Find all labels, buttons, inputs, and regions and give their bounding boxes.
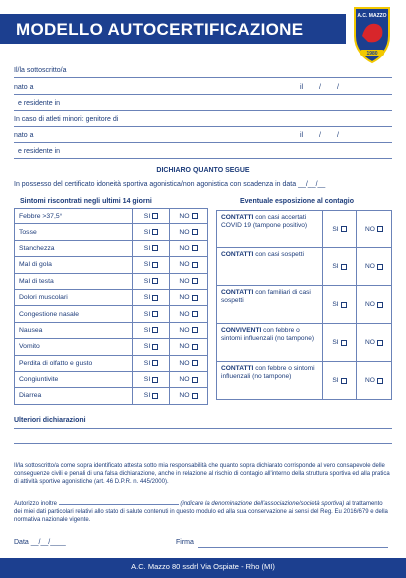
footer-address: A.C. Mazzo 80 ssdrl Via Ospiate - Rho (MI) xyxy=(131,562,275,571)
contact-detail: con febbre o sintomi influenzali (no tampone) xyxy=(221,327,315,342)
contact-type: CONTATTI xyxy=(221,289,254,296)
symptom-name: Febbre >37,5° xyxy=(15,209,133,223)
page-title: MODELLO AUTOCERTIFICAZIONE xyxy=(16,20,304,39)
no-checkbox[interactable] xyxy=(192,229,198,235)
signature-label: Firma xyxy=(176,539,194,546)
yes-checkbox[interactable] xyxy=(152,262,158,268)
symptom-no-option[interactable] xyxy=(170,306,207,321)
no-checkbox[interactable] xyxy=(377,226,383,232)
symptom-row xyxy=(14,323,208,339)
yes-checkbox[interactable] xyxy=(341,340,347,346)
yes-label: SI xyxy=(143,294,151,302)
further-declarations-label: Ulteriori dichiarazioni xyxy=(14,417,86,424)
yes-checkbox[interactable] xyxy=(152,229,158,235)
symptom-row xyxy=(14,208,208,224)
symptom-yes-option[interactable] xyxy=(133,241,170,256)
symptom-row xyxy=(14,339,208,355)
symptom-yes-option[interactable] xyxy=(133,323,170,338)
symptom-name: Nausea xyxy=(15,323,133,338)
symptom-name: Stanchezza xyxy=(15,241,133,256)
yes-label: SI xyxy=(332,225,339,233)
yes-label: SI xyxy=(332,263,339,270)
yes-checkbox[interactable] xyxy=(341,302,347,308)
yes-label: SI xyxy=(143,261,151,269)
contact-row xyxy=(216,286,392,324)
symptom-name: Vomito xyxy=(15,339,133,354)
symptom-yes-option[interactable] xyxy=(133,356,170,371)
symptom-row xyxy=(14,356,208,372)
yes-label: SI xyxy=(332,339,339,346)
contacts-table xyxy=(216,210,392,400)
symptom-no-option[interactable] xyxy=(170,274,207,289)
symptom-yes-option[interactable] xyxy=(133,257,170,272)
symptom-yes-option[interactable] xyxy=(133,209,170,223)
symptom-yes-option[interactable] xyxy=(133,372,170,387)
yes-label: SI xyxy=(143,228,151,236)
birthdate2-label: il / / xyxy=(300,132,339,139)
privacy-consent xyxy=(14,500,392,524)
contact-no-option[interactable] xyxy=(357,286,391,323)
symptom-name: Congiuntivite xyxy=(15,372,133,387)
legal-statement: Il/la sottoscritto/a come sopra identificato attesta sotto mia responsabilità che quanto sopra dichiarato corrisponde al vero consapevole delle conseguenze civili e penali di una falsa dichiarazione, anche in relazione al rischio di contagio all'interno della struttura sportiva ed alla pratica di attività sportive agonistiche (art. 46 D.P.R. n. 445/2000). xyxy=(14,463,390,485)
yes-label: SI xyxy=(332,301,339,308)
birthdate-label: il / / xyxy=(300,84,339,91)
yes-label: SI xyxy=(143,310,151,318)
further-line-2[interactable] xyxy=(14,443,392,444)
symptom-row xyxy=(14,257,208,273)
contact-detail: con familiari di casi sospetti xyxy=(221,289,311,304)
yes-checkbox[interactable] xyxy=(152,278,158,284)
no-label: NO xyxy=(179,277,190,285)
symptom-name: Diarrea xyxy=(15,388,133,403)
birthplace-label: nato a xyxy=(14,84,34,91)
symptom-row xyxy=(14,274,208,290)
contact-row xyxy=(216,362,392,400)
residence2-label: e residente in xyxy=(18,148,61,155)
yes-checkbox[interactable] xyxy=(152,295,158,301)
symptom-row xyxy=(14,306,208,322)
residence-field[interactable] xyxy=(14,99,392,111)
contact-yes-option[interactable] xyxy=(323,362,357,399)
symptom-yes-option[interactable] xyxy=(133,290,170,305)
no-label: NO xyxy=(179,359,190,367)
symptom-yes-option[interactable] xyxy=(133,388,170,403)
symptom-no-option[interactable] xyxy=(170,257,207,272)
contact-type: CONTATTI xyxy=(221,251,254,258)
contact-detail: con febbre o sintomi influenzali (no tampone) xyxy=(221,365,315,380)
symptom-no-option[interactable] xyxy=(170,356,207,371)
no-label: NO xyxy=(179,261,190,269)
yes-checkbox[interactable] xyxy=(152,311,158,317)
birthplace2-label: nato a xyxy=(14,132,34,139)
contact-detail: con casi accertati COVID 19 (tampone positivo) xyxy=(221,214,308,229)
yes-checkbox[interactable] xyxy=(152,344,158,350)
contact-description xyxy=(217,324,323,361)
contact-description xyxy=(217,248,323,285)
no-checkbox[interactable] xyxy=(377,340,383,346)
privacy-consent-start: Autorizzo inoltre xyxy=(14,501,58,507)
no-checkbox[interactable] xyxy=(192,278,198,284)
no-label: NO xyxy=(365,377,375,384)
signer-label: Il/la sottoscritto/a xyxy=(14,67,67,74)
symptom-row xyxy=(14,372,208,388)
symptom-row xyxy=(14,241,208,257)
contact-no-option[interactable] xyxy=(357,324,391,361)
yes-label: SI xyxy=(143,326,151,334)
yes-checkbox[interactable] xyxy=(152,377,158,383)
no-checkbox[interactable] xyxy=(192,311,198,317)
yes-checkbox[interactable] xyxy=(152,327,158,333)
symptom-no-option[interactable] xyxy=(170,323,207,338)
no-label: NO xyxy=(179,376,190,384)
symptom-name: Congestione nasale xyxy=(15,306,133,321)
yes-checkbox[interactable] xyxy=(152,360,158,366)
no-label: NO xyxy=(365,301,375,308)
contact-description xyxy=(217,362,323,399)
contact-yes-option[interactable] xyxy=(323,324,357,361)
no-label: NO xyxy=(179,212,190,220)
symptom-yes-option[interactable] xyxy=(133,274,170,289)
no-checkbox[interactable] xyxy=(192,393,198,399)
yes-checkbox[interactable] xyxy=(152,213,158,219)
contact-description xyxy=(217,211,323,247)
symptom-row xyxy=(14,388,208,404)
contact-yes-option[interactable] xyxy=(323,248,357,285)
symptom-no-option[interactable] xyxy=(170,209,207,223)
contact-row xyxy=(216,210,392,248)
symptom-name: Perdita di olfatto e gusto xyxy=(15,356,133,371)
contact-yes-option[interactable] xyxy=(323,286,357,323)
no-checkbox[interactable] xyxy=(192,327,198,333)
no-label: NO xyxy=(179,294,190,302)
no-checkbox[interactable] xyxy=(192,360,198,366)
association-field[interactable] xyxy=(59,504,179,505)
logo-name: A.C. MAZZO xyxy=(357,13,387,19)
privacy-consent-hint: (indicare la denominazione dell'associazione/società sportiva) xyxy=(180,501,345,507)
no-checkbox[interactable] xyxy=(192,262,198,268)
no-label: NO xyxy=(179,326,190,334)
yes-checkbox[interactable] xyxy=(152,393,158,399)
yes-label: SI xyxy=(143,343,151,351)
symptoms-table xyxy=(14,208,208,405)
yes-label: SI xyxy=(143,392,151,400)
residence2-field[interactable] xyxy=(14,147,392,159)
contact-no-option[interactable] xyxy=(357,248,391,285)
symptom-no-option[interactable] xyxy=(170,290,207,305)
no-checkbox[interactable] xyxy=(377,302,383,308)
symptom-row xyxy=(14,290,208,306)
symptom-yes-option[interactable] xyxy=(133,339,170,354)
symptom-yes-option[interactable] xyxy=(133,224,170,239)
yes-label: SI xyxy=(143,212,151,220)
yes-checkbox[interactable] xyxy=(341,226,347,232)
yes-label: SI xyxy=(143,376,151,384)
contact-yes-option[interactable] xyxy=(323,211,357,247)
yes-label: SI xyxy=(143,244,151,252)
symptom-no-option[interactable] xyxy=(170,388,207,403)
contact-type: CONTATTI xyxy=(221,214,254,221)
no-label: NO xyxy=(179,343,190,351)
symptom-name: Dolori muscolari xyxy=(15,290,133,305)
club-logo xyxy=(352,6,392,64)
symptom-no-option[interactable] xyxy=(170,241,207,256)
no-checkbox[interactable] xyxy=(192,245,198,251)
no-checkbox[interactable] xyxy=(192,344,198,350)
no-label: NO xyxy=(179,310,190,318)
contacts-title: Eventuale esposizione al contagio xyxy=(240,198,354,205)
symptom-name: Mal di testa xyxy=(15,274,133,289)
symptom-no-option[interactable] xyxy=(170,339,207,354)
further-line-1[interactable] xyxy=(14,428,392,429)
no-label: NO xyxy=(179,244,190,252)
birthplace-field[interactable] xyxy=(14,83,392,95)
declaration-title: DICHIARO QUANTO SEGUE xyxy=(156,167,250,174)
yes-checkbox[interactable] xyxy=(341,264,347,270)
yes-label: SI xyxy=(143,277,151,285)
symptom-no-option[interactable] xyxy=(170,372,207,387)
parent-label: In caso di atleti minori: genitore di xyxy=(14,116,119,123)
birthplace2-field[interactable] xyxy=(14,131,392,143)
yes-checkbox[interactable] xyxy=(341,378,347,384)
symptom-name: Tosse xyxy=(15,224,133,239)
contact-row xyxy=(216,248,392,286)
no-label: NO xyxy=(365,263,375,270)
contact-type: CONVIVENTI xyxy=(221,327,262,334)
logo-year: 1980 xyxy=(366,51,378,57)
no-checkbox[interactable] xyxy=(192,295,198,301)
signature-line[interactable] xyxy=(198,547,388,548)
yes-label: SI xyxy=(143,359,151,367)
residence-label: e residente in xyxy=(18,100,61,107)
yes-label: SI xyxy=(332,377,339,384)
no-checkbox[interactable] xyxy=(377,378,383,384)
no-checkbox[interactable] xyxy=(192,377,198,383)
no-label: NO xyxy=(365,225,375,233)
privacy-consent-end: al trattamento dei miei dati particolari relativi allo stato di salute contenuti in questo modulo ed alla sua conservazione ai sensi del Reg. Eu 2016/679 e della normativa nazionale vigente. xyxy=(14,501,388,523)
contact-type: CONTATTI xyxy=(221,365,254,372)
symptom-name: Mal di gola xyxy=(15,257,133,272)
yes-checkbox[interactable] xyxy=(152,245,158,251)
no-label: NO xyxy=(365,339,375,346)
no-checkbox[interactable] xyxy=(192,213,198,219)
certificate-text: In possesso del certificato idoneità sportiva agonistica/non agonistica con scadenza in data __/__/__ xyxy=(14,181,326,188)
symptom-yes-option[interactable] xyxy=(133,306,170,321)
parent-field[interactable] xyxy=(14,115,392,127)
symptom-row xyxy=(14,224,208,240)
no-checkbox[interactable] xyxy=(377,264,383,270)
no-label: NO xyxy=(179,228,190,236)
date-field[interactable]: Data __/__/____ xyxy=(14,539,66,546)
signer-field[interactable] xyxy=(14,66,392,78)
contact-description xyxy=(217,286,323,323)
no-label: NO xyxy=(179,392,190,400)
contact-detail: con casi sospetti xyxy=(255,251,304,258)
contact-no-option[interactable] xyxy=(357,211,391,247)
contact-row xyxy=(216,324,392,362)
symptoms-title: Sintomi riscontrati negli ultimi 14 giorni xyxy=(20,198,152,205)
contact-no-option[interactable] xyxy=(357,362,391,399)
symptom-no-option[interactable] xyxy=(170,224,207,239)
